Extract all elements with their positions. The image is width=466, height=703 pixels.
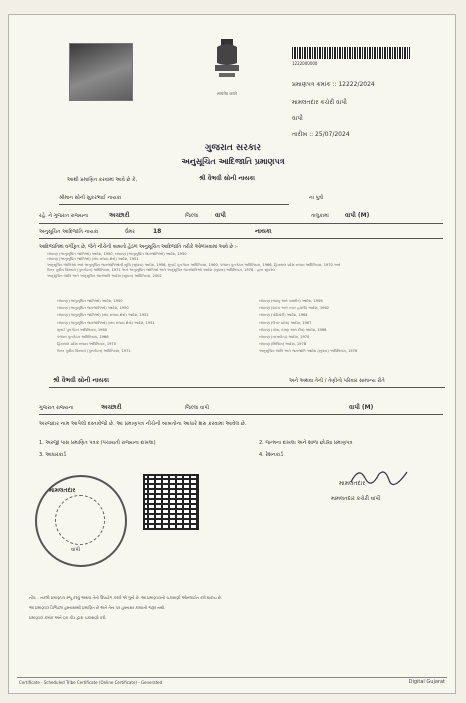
- taluka-label: તાલુકામાં: [311, 213, 329, 219]
- residence-taluka: વાપી (M): [349, 404, 374, 411]
- list-item: બંધારણ (અનુસૂચિત જાતિઓ) આદેશ, 1950: [57, 299, 123, 303]
- list-item: બંધારણ (અનુસૂચિત જાતિઓ) (સંઘ રાજ્ય ક્ષેત્રો) આદેશ, 1951: [47, 257, 139, 262]
- list-item: બંધારણ (પોંડિચેરી) આદેશ, 1964: [259, 313, 308, 318]
- list-item: અનુસૂચિત જાતિ અને જનજાતિ આદેશ (સુધારા) અધિનિયમ, 1976: [259, 349, 358, 354]
- document-2: 2. જન્મના દાખલા અને શાળા છોડ્યા પ્રમાણપત્ર: [259, 440, 353, 446]
- official-seal: [35, 475, 127, 567]
- list-item: મુંબઈ પુનર્ગઠન અધિનિયમ, 1960: [57, 327, 108, 332]
- underline: [39, 223, 443, 224]
- list-item: બંધારણ (અનુસૂચિત જનજાતિઓ) આદેશ, 1950: [57, 306, 129, 311]
- village-label: રહે. ને ગુજરાત રાજ્યના: [39, 213, 89, 219]
- list-item: બંધારણ (ઉત્તર પ્રદેશ) આદેશ, 1967: [259, 320, 312, 325]
- certificate-sheet: [8, 14, 456, 694]
- footer-right: Digital Gujarat: [408, 679, 445, 685]
- qr-code: [143, 474, 199, 530]
- list-item: પંજાબ પુનર્ગઠન અધિનિયમ, 1966: [57, 335, 109, 340]
- relation: ના પુત્રી: [309, 195, 324, 201]
- recognition-text: આદિજાતિમાં વર્ગીકૃત છે, જેને નીચેની બાબતો હેઠળ અનુસૂચિત આદિજાતિ તરીકે ઓળખવામાં આવે છે :-: [39, 245, 238, 250]
- list-item: બંધારણ (સિક્કિમ) આદેશ, 1978: [259, 342, 307, 347]
- order-list-long: [47, 252, 340, 279]
- caste-value: નાયકા: [255, 228, 272, 235]
- list-item: બંધારણ (નાગાલેન્ડ) આદેશ, 1970: [259, 335, 310, 340]
- footer-note-1: નોંધ: - નકલી પ્રમાણપત્ર રજૂ કરવું અથવા તેનો ઉપયોગ કરવો એ ગુનો છે. આ પ્રમાણપત્રની ચકાસણી ઓનલાઈન કરી શકાય છે.: [29, 595, 222, 600]
- footer-bar: [17, 677, 447, 687]
- footer-note-3: પ્રમાણપત્ર ક્રમાંક અને QR કોડ દ્વારા ચકાસણી કરો.: [29, 615, 107, 620]
- footer-left: Certificate - Scheduled Tribe Certificate (Online Certificate) - Generated: [19, 680, 163, 685]
- underline: [39, 414, 443, 415]
- list-item: બંધારણ (ગોવા, દમણ અને દીવ) આદેશ, 1968: [259, 327, 327, 332]
- residence-label: ગુજરાત રાજ્યના: [39, 405, 74, 411]
- signer-office: મામલતદાર કચેરી વાપી: [331, 496, 381, 502]
- national-emblem-icon: [209, 37, 245, 89]
- underline: [59, 204, 289, 205]
- barcode: [292, 47, 410, 59]
- list-item: ઉત્તર પૂર્વીય વિસ્તારો (પુનર્ગઠન) અધિનિયમ, 1971: [57, 349, 131, 354]
- document-1: 1. અરજી પાસ પ્રમાણિત પત્રક (પંચાયતી રાજ્યના દાખલા): [39, 440, 156, 446]
- list-item: બંધારણ (અનુસૂચિત જાતિઓ) (સંઘ રાજ્ય ક્ષેત્રો) આદેશ, 1951: [57, 313, 149, 318]
- age-value: 18: [153, 228, 162, 235]
- list-item: અનુસૂચિત જાતિ અને અનુસૂચિત જનજાતિ આદેશ (સુધારા) અધિનિયમ, 2002: [47, 273, 162, 278]
- residence-value: અચ્છારી: [101, 404, 122, 411]
- district-label: જિલ્લા: [185, 213, 199, 219]
- village-value: અચ્છારી: [109, 212, 130, 219]
- document-4: 4. રેશનકાર્ડ: [259, 452, 284, 458]
- list-item: બંધારણ (અનુસૂચિત જનજાતિઓ) (સંઘ રાજ્ય ક્ષેત્રો) આદેશ, 1951: [57, 320, 155, 325]
- certificate-number: પ્રમાણપત્ર ક્રમાંક :: 12222/2024: [292, 81, 375, 88]
- issue-note: અરજદાર નામ આપેલો દસ્તાવેજો છે. આ પ્રમાણપત્ર નીચેની બાબતોના આધારે શરુ કરવામાં આવેલ છે.: [39, 421, 247, 427]
- signer-title: મામલતદાર: [339, 480, 366, 487]
- seal-text-mid: વાપી: [71, 547, 81, 553]
- list-item: બંધારણ (જમ્મુ અને કાશ્મીર) આદેશ, 1956: [259, 299, 323, 303]
- place: વાપી: [292, 115, 303, 122]
- applicant-photo: [69, 43, 133, 101]
- list-item: અનુસૂચિત જાતિઓ અને અનુસૂચિત જનજાતિઓની સૂચિ (સુધારા) આદેશ, 1956, મુંબઈ પુનર્ગઠન અધિનિયમ, 1960, પંજાબ પુનર્ગઠન અધિનિયમ, 1966, હિમાચલ પ્રદેશ રાજ્ય અધિનિયમ, 1970 અને: [47, 262, 341, 267]
- emblem-caption: सत्यमेव जयते: [217, 91, 237, 96]
- district-value: વાપી: [215, 212, 226, 219]
- list-item: હિમાચલ પ્રદેશ રાજ્ય અધિનિયમ, 1970: [57, 342, 117, 347]
- office-name: મામલતદાર કચેરી વાપી: [292, 99, 347, 106]
- order-list-right: [259, 298, 357, 356]
- certificate-title: અનુસૂચિત આદિજાતિ પ્રમાણપત્ર: [181, 157, 285, 166]
- barcode-text: 1222000000: [292, 61, 318, 66]
- government-title: ગુજરાત સરકાર: [204, 143, 262, 153]
- intro-text: આથી પ્રમાણિત કરવામાં આવે છે કે,: [67, 177, 138, 183]
- underline: [49, 387, 445, 388]
- holder-name: શ્રી વૈભવી સોની નાયકા: [53, 377, 109, 384]
- footer-note-2: આ પ્રમાણપત્ર ડિજિટલ હસ્તાક્ષરથી પ્રમાણિત છે અને તેના પર હસ્તાક્ષર કરવાની જરૂર નથી.: [29, 605, 166, 610]
- seal-inner-ring: [55, 495, 105, 545]
- caste-line: અનુસૂચિત આદિજાતિ નાયકા: [39, 229, 99, 235]
- list-item: ઉત્તર પૂર્વીય વિસ્તારો (પુનર્ગઠન) અધિનિયમ, 1971 અને અનુસૂચિત જાતિઓ અને અનુસૂચિત જનજાતિઓ આદેશ (સુધારા) અધિનિયમ, 1976 - દ્વારા સુધારેલ: [47, 268, 276, 273]
- issue-date: તારીખ :: 25/07/2024: [292, 131, 350, 138]
- taluka-value: વાપી (M): [345, 212, 370, 219]
- seal-text-top: મામલતદાર: [49, 487, 76, 494]
- holder-suffix: અને અથવા તેની / તેણીનો પરિવાર સામાન્ય રીતે: [289, 378, 385, 384]
- applicant-name: શ્રી વૈભવી સોની નાયકા: [199, 175, 255, 182]
- order-list-left: [57, 298, 155, 356]
- father-name: શ્રીમાન સોની સુકરભાઈ નાયકા: [59, 195, 122, 201]
- document-3: 3. આધારકાર્ડ: [39, 452, 67, 458]
- underline: [39, 238, 443, 239]
- residence-district: જિલ્લા વાપી: [185, 405, 210, 411]
- list-item: બંધારણ (દાદરા અને નગર હવેલી) આદેશ, 1962: [259, 306, 330, 311]
- list-item: બંધારણ (અનુસૂચિત જાતિઓ) આદેશ, 1950, બંધારણ (અનુસૂચિત જનજાતિઓ) આદેશ, 1950: [47, 252, 187, 256]
- age-label: ઉંમર: [125, 229, 135, 235]
